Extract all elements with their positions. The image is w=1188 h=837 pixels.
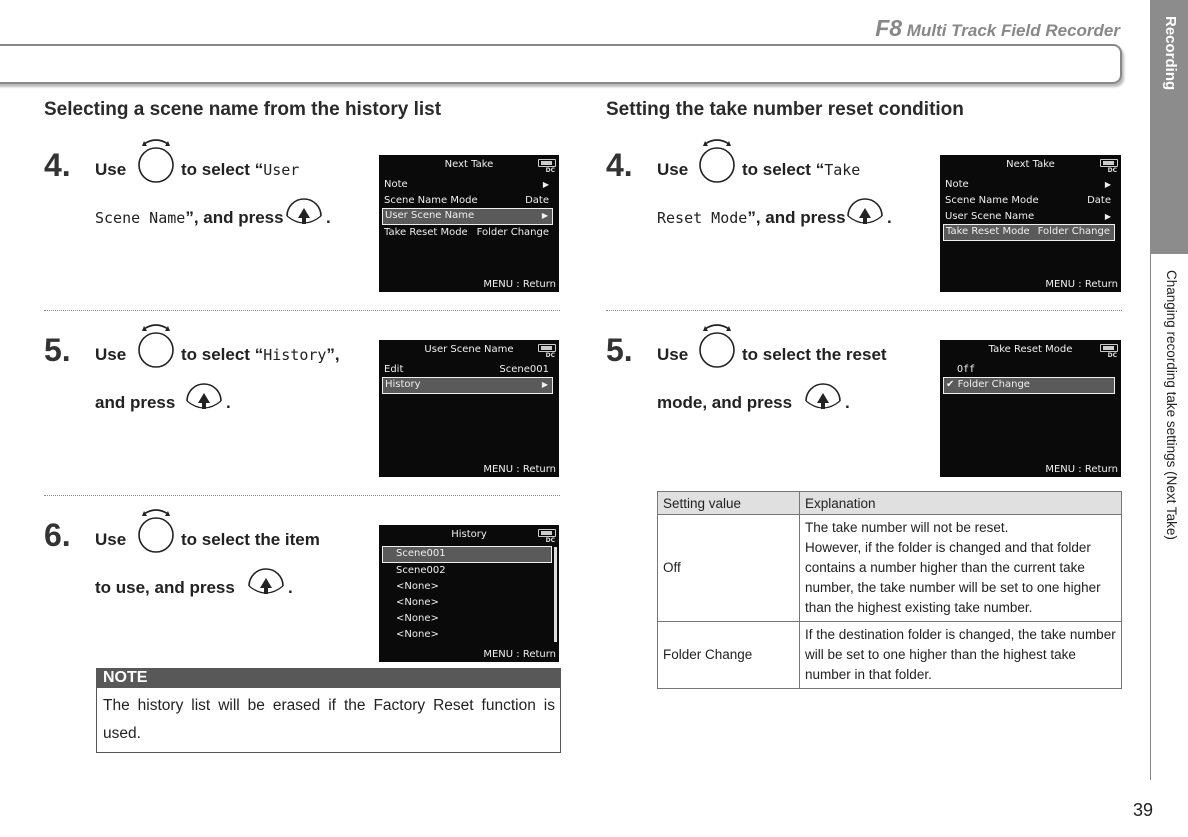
lcd-user-scene-name: User Scene Name DC Edit Scene001 History ▶ MENU : Return	[379, 340, 559, 477]
step-text: Use	[95, 160, 127, 179]
chapter-label: Recording	[1162, 16, 1179, 91]
table-cell: The take number will not be reset. However, if the folder is changed and that folder contains a number higher than the current take number, the take number will be set to one higher than the highest existing take number.	[800, 515, 1122, 622]
dial-icon	[696, 321, 738, 369]
chapter-tab	[1150, 0, 1188, 254]
table-header: Setting value	[658, 492, 800, 515]
dial-icon	[135, 506, 177, 554]
battery-icon	[1100, 159, 1118, 167]
note-label: NOTE	[96, 668, 561, 688]
lcd-take-reset-mode: Take Reset Mode DC Off ✔ Folder Change MENU : Return	[940, 340, 1121, 477]
table-header: Explanation	[800, 492, 1122, 515]
lcd-next-take-a: Next Take DC Note ▶ Scene Name Mode Date User Scene Name ▶ Take Reset Mode Folder Change MENU : Return	[379, 155, 559, 292]
page-number: 39	[1132, 800, 1153, 820]
side-divider	[1150, 254, 1151, 780]
step-number: 5 .	[44, 332, 71, 369]
divider	[44, 495, 560, 496]
table-header-row	[658, 492, 1122, 515]
dial-icon	[135, 321, 177, 369]
note-text: The history list will be erased if the Factory Reset function is used.	[96, 688, 561, 753]
press-button-icon	[802, 377, 844, 417]
table-row	[658, 622, 1122, 689]
press-button-icon	[283, 192, 325, 232]
check-icon: ✔	[946, 379, 955, 390]
battery-icon	[538, 529, 556, 537]
right-heading: Setting the take number reset condition	[606, 99, 964, 120]
table-cell: Off	[658, 515, 800, 622]
header-bar	[0, 44, 1122, 84]
settings-table	[657, 491, 1122, 689]
press-button-icon	[245, 562, 287, 602]
press-button-icon	[844, 192, 886, 232]
press-button-icon	[183, 377, 225, 417]
divider	[606, 310, 1122, 311]
table-row	[658, 515, 1122, 622]
step-number: 4 .	[606, 147, 633, 184]
lcd-history: History DC Scene001 Scene002 <None> <None> <None> <None> MENU : Return	[379, 525, 559, 662]
lcd-next-take-b: Next Take DC Note ▶ Scene Name Mode Date User Scene Name ▶ Take Reset Mode Folder Change MENU : Return	[940, 155, 1121, 292]
step-number: 6 .	[44, 517, 71, 554]
section-label: Changing recording take settings (Next Take)	[1164, 270, 1179, 540]
dial-icon	[135, 136, 177, 184]
battery-icon	[538, 344, 556, 352]
left-heading: Selecting a scene name from the history list	[44, 99, 442, 120]
note-box	[96, 668, 561, 753]
scrollbar	[554, 547, 557, 642]
step-number: 4 .	[44, 147, 71, 184]
divider	[44, 310, 560, 311]
product-name: Multi Track Field Recorder	[906, 21, 1120, 40]
model-name: F8	[875, 15, 903, 41]
dial-icon	[696, 136, 738, 184]
battery-icon	[1100, 344, 1118, 352]
step-number: 5 .	[606, 332, 633, 369]
table-cell: If the destination folder is changed, the take number will be set to one higher than the highest take number in that folder.	[800, 622, 1122, 689]
battery-icon	[538, 159, 556, 167]
table-cell: Folder Change	[658, 622, 800, 689]
header-title	[875, 15, 1120, 42]
